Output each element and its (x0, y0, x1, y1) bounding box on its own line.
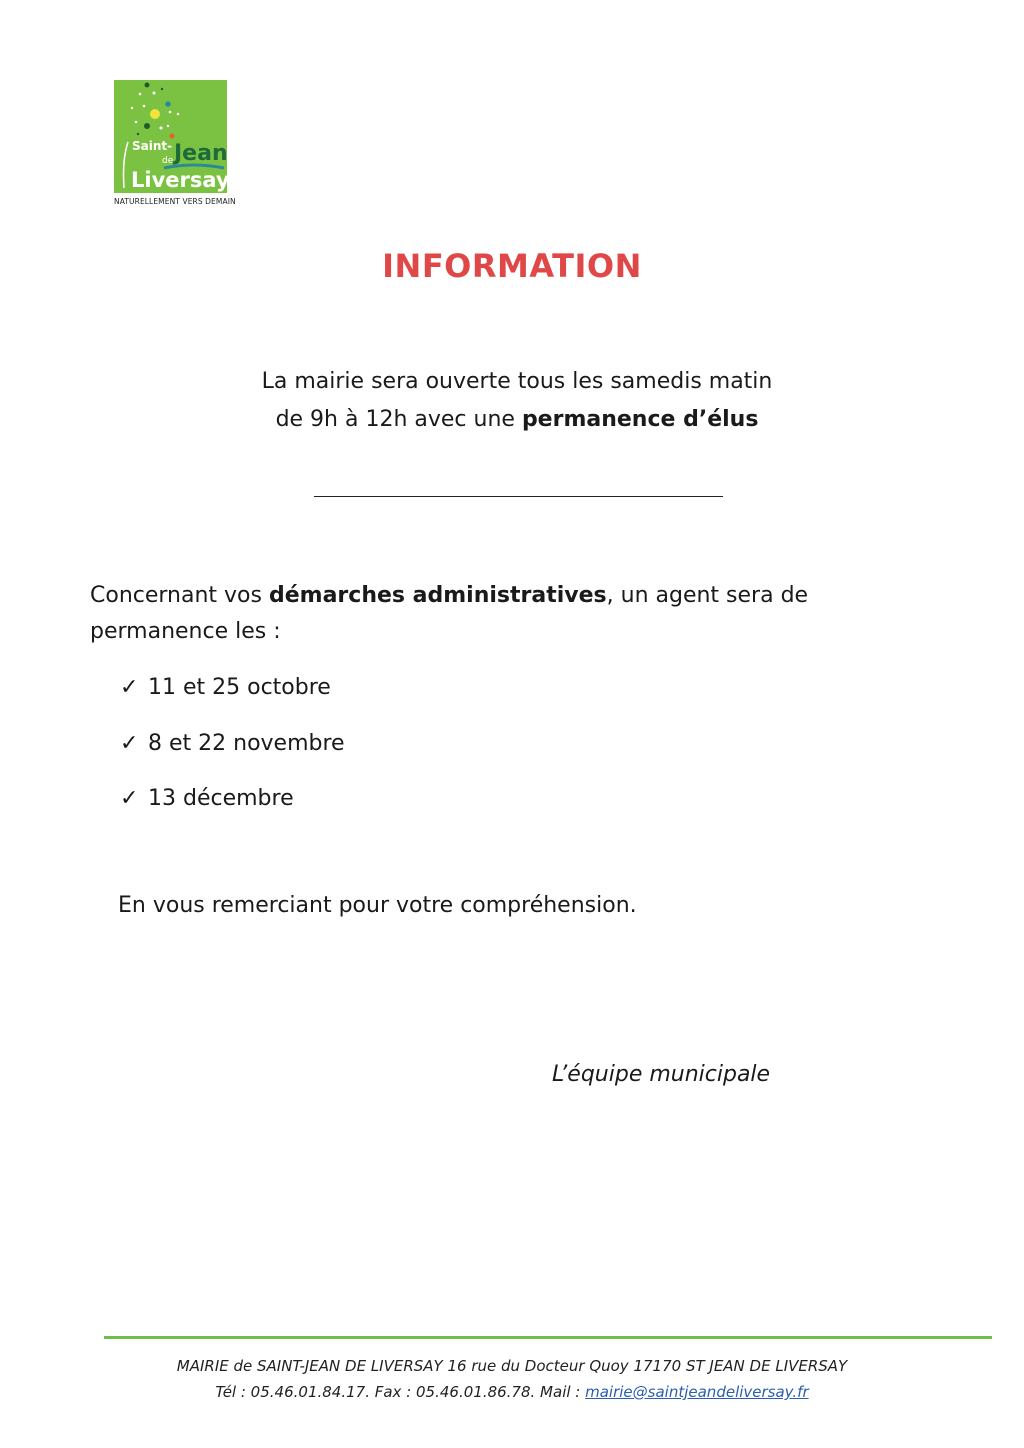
dates-list (120, 670, 345, 837)
paragraph-suffix: , un agent sera de permanence les : (90, 583, 809, 644)
intro-line-1: La mairie sera ouverte tous les samedis matin (261, 369, 773, 394)
intro-line-2-prefix: de 9h à 12h avec une (275, 407, 522, 432)
logo-text-jean: Jean (174, 141, 228, 166)
logo-text-saint: Saint- (132, 139, 173, 153)
date-item: 13 décembre (148, 786, 294, 811)
thanks-text: En vous remerciant pour votre compréhension. (118, 893, 637, 918)
footer-divider (104, 1336, 992, 1339)
list-item (120, 670, 345, 726)
checkmark-icon: ✓ (120, 675, 139, 700)
footer-contact-text: Tél : 05.46.01.84.17. Fax : 05.46.01.86.78. Mail : (215, 1383, 586, 1401)
list-item (120, 781, 345, 837)
email-link[interactable]: mairie@saintjeandeliversay.fr (585, 1383, 809, 1401)
signature: L’équipe municipale (552, 1062, 771, 1087)
list-item (120, 726, 345, 782)
logo (114, 80, 230, 193)
paragraph-bold: démarches administratives (268, 583, 607, 608)
logo-text-de: de (162, 156, 174, 166)
footer (0, 1353, 1024, 1405)
logo-text-liversay: Liversay (131, 168, 230, 192)
checkmark-icon: ✓ (120, 730, 139, 756)
checkmark-icon: ✓ (120, 786, 139, 811)
footer-address: MAIRIE de SAINT-JEAN DE LIVERSAY 16 rue du Docteur Quoy 17170 ST JEAN DE LIVERSAY (176, 1357, 848, 1375)
logo-tagline: NATURELLEMENT VERS DEMAIN (114, 197, 236, 206)
admin-paragraph (90, 578, 940, 650)
intro-line-2-bold: permanence d’élus (521, 407, 759, 432)
date-item: 8 et 22 novembre (148, 730, 345, 756)
footer-contact (0, 1379, 1024, 1405)
intro-line-2 (0, 401, 1024, 439)
date-item: 11 et 25 octobre (148, 675, 331, 700)
paragraph-prefix: Concernant vos (90, 583, 269, 608)
page-title: INFORMATION (382, 247, 642, 285)
divider-line (314, 496, 723, 497)
intro-text (0, 363, 1024, 439)
